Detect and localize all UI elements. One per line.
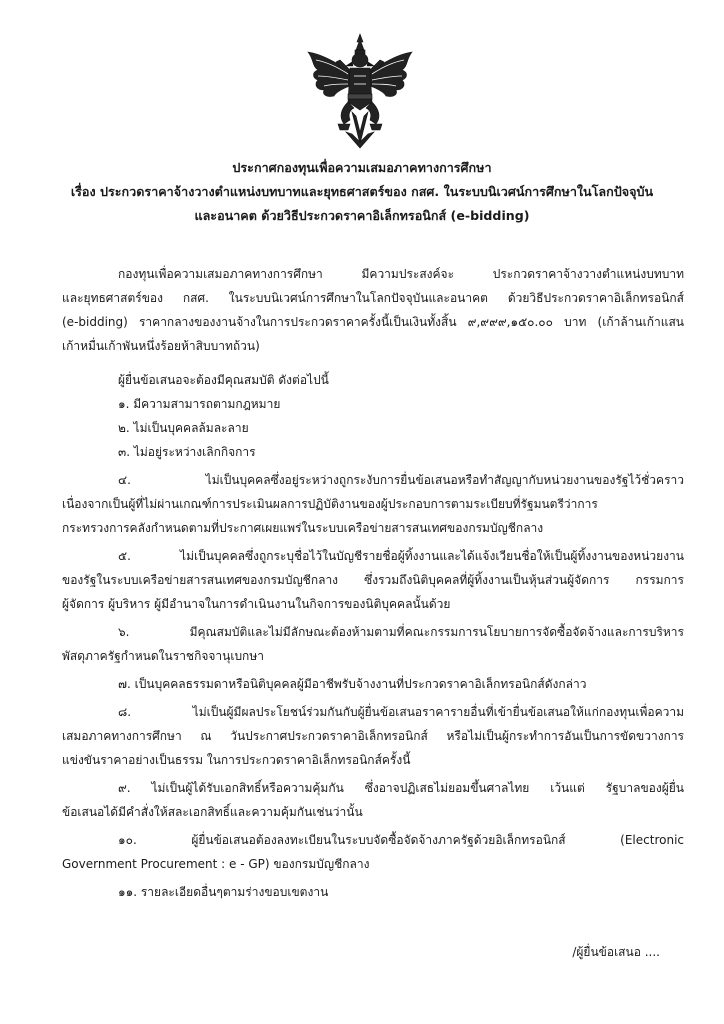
qualification-item: ๘. ไม่เป็นผู้มีผลประโยชน์ร่วมกันกับผู้ยื่นข้อเสนอราคารายอื่นที่เข้ายื่นข้อเสนอให้แก่กองทุนเพื่อความ: [118, 705, 684, 719]
qualification-item-cont: เนื่องจากเป็นผู้ที่ไม่ผ่านเกณฑ์การประเมินผลการปฏิบัติงานของผู้ประกอบการตามระเบียบที่รัฐมนตรีว่าการ: [62, 497, 598, 511]
qualification-item: ๑. มีความสามารถตามกฎหมาย: [118, 397, 281, 411]
qualification-item-cont: ผู้จัดการ ผู้บริหาร ผู้มีอำนาจในการดำเนินงานในกิจการของนิติบุคคลนั้นด้วย: [62, 597, 451, 611]
qualification-item-cont: พัสดุภาครัฐกำหนดในราชกิจจานุเบกษา: [62, 649, 264, 663]
qualification-item: ๖. มีคุณสมบัติและไม่มีลักษณะต้องห้ามตามที่คณะกรรมการนโยบายการจัดซื้อจัดจ้างและการบริหาร: [118, 625, 684, 639]
garuda-emblem-icon: [304, 32, 416, 152]
qualification-item: ๓. ไม่อยู่ระหว่างเลิกกิจการ: [118, 445, 256, 459]
qualification-item: ๒. ไม่เป็นบุคคลล้มละลาย: [118, 421, 249, 435]
qualification-item: ๑๑. รายละเอียดอื่นๆตามร่างขอบเขตงาน: [118, 885, 329, 899]
qualification-item: ๙. ไม่เป็นผู้ได้รับเอกสิทธิ์หรือความคุ้มกัน ซึ่งอาจปฏิเสธไม่ยอมขึ้นศาลไทย เว้นแต่ รัฐบาลของผู้ยื่น: [118, 781, 684, 795]
intro-line: (e-bidding) ราคากลางของงานจ้างในการประกวดราคาครั้งนี้เป็นเงินทั้งสิ้น ๙,๙๙๙,๑๕๐.๐๐ บาท (เก้าล้านเก้าแสน: [62, 315, 684, 329]
intro-line: กองทุนเพื่อความเสมอภาคทางการศึกษา มีความประสงค์จะ ประกวดราคาจ้างวางตำแหน่งบทบาท: [118, 267, 684, 281]
qualification-item-cont: กระทรวงการคลังกำหนดตามที่ประกาศเผยแพร่ในระบบเครือข่ายสารสนเทศของกรมบัญชีกลาง: [62, 521, 544, 535]
qualification-item-cont: เสมอภาคทางการศึกษา ณ วันประกาศประกวดราคาอิเล็กทรอนิกส์ หรือไม่เป็นผู้กระทำการอันเป็นการขัดขวางการ: [62, 729, 684, 743]
qualification-item: ๕. ไม่เป็นบุคคลซึ่งถูกระบุชื่อไว้ในบัญชีรายชื่อผู้ทิ้งงานและได้แจ้งเวียนชื่อให้เป็นผู้ทิ้งงานของหน่วยงาน: [118, 549, 684, 563]
qualification-item: ๑๐. ผู้ยื่นข้อเสนอต้องลงทะเบียนในระบบจัดซื้อจัดจ้างภาครัฐด้วยอิเล็กทรอนิกส์ (Electronic: [118, 833, 684, 847]
qualification-item-cont: แข่งขันราคาอย่างเป็นธรรม ในการประกวดราคาอิเล็กทรอนิกส์ครั้งนี้: [62, 753, 411, 767]
document-title: ประกาศกองทุนเพื่อความเสมอภาคทางการศึกษา: [232, 160, 492, 175]
document-subject-line-1: เรื่อง ประกวดราคาจ้างวางตำแหน่งบทบาทและยุทธศาสตร์ของ กสศ. ในระบบนิเวศน์การศึกษาในโลกปัจจุบัน: [70, 184, 654, 199]
intro-line: เก้าหมื่นเก้าพันหนึ่งร้อยห้าสิบบาทถ้วน): [62, 339, 260, 353]
qualification-item-cont: ข้อเสนอได้มีคำสั่งให้สละเอกสิทธิ์และความคุ้มกันเช่นว่านั้น: [62, 805, 363, 819]
intro-line: และยุทธศาสตร์ของ กสศ. ในระบบนิเวศน์การศึกษาในโลกปัจจุบันและอนาคต ด้วยวิธีประกวดราคาอิเล็กทรอนิกส์: [62, 291, 684, 305]
qualification-item: ๗. เป็นบุคคลธรรมดาหรือนิติบุคคลผู้มีอาชีพรับจ้างงานที่ประกวดราคาอิเล็กทรอนิกส์ดังกล่าว: [118, 677, 587, 691]
qualifications-heading: ผู้ยื่นข้อเสนอจะต้องมีคุณสมบัติ ดังต่อไปนี้: [118, 373, 329, 387]
qualification-item-cont: Government Procurement : e - GP) ของกรมบัญชีกลาง: [62, 857, 370, 871]
qualification-item: ๔. ไม่เป็นบุคคลซึ่งอยู่ระหว่างถูกระงับการยื่นข้อเสนอหรือทำสัญญากับหน่วยงานของรัฐไว้ชั่วคราว: [118, 473, 684, 487]
continuation-marker: /ผู้ยื่นข้อเสนอ ....: [572, 945, 660, 959]
document-subject-line-2: และอนาคต ด้วยวิธีประกวดราคาอิเล็กทรอนิกส์ (e-bidding): [194, 208, 530, 223]
qualification-item-cont: ของรัฐในระบบเครือข่ายสารสนเทศของกรมบัญชีกลาง ซึ่งรวมถึงนิติบุคคลที่ผู้ทิ้งงานเป็นหุ้นส่วนผู้จัดการ กรรมการ: [62, 573, 684, 587]
